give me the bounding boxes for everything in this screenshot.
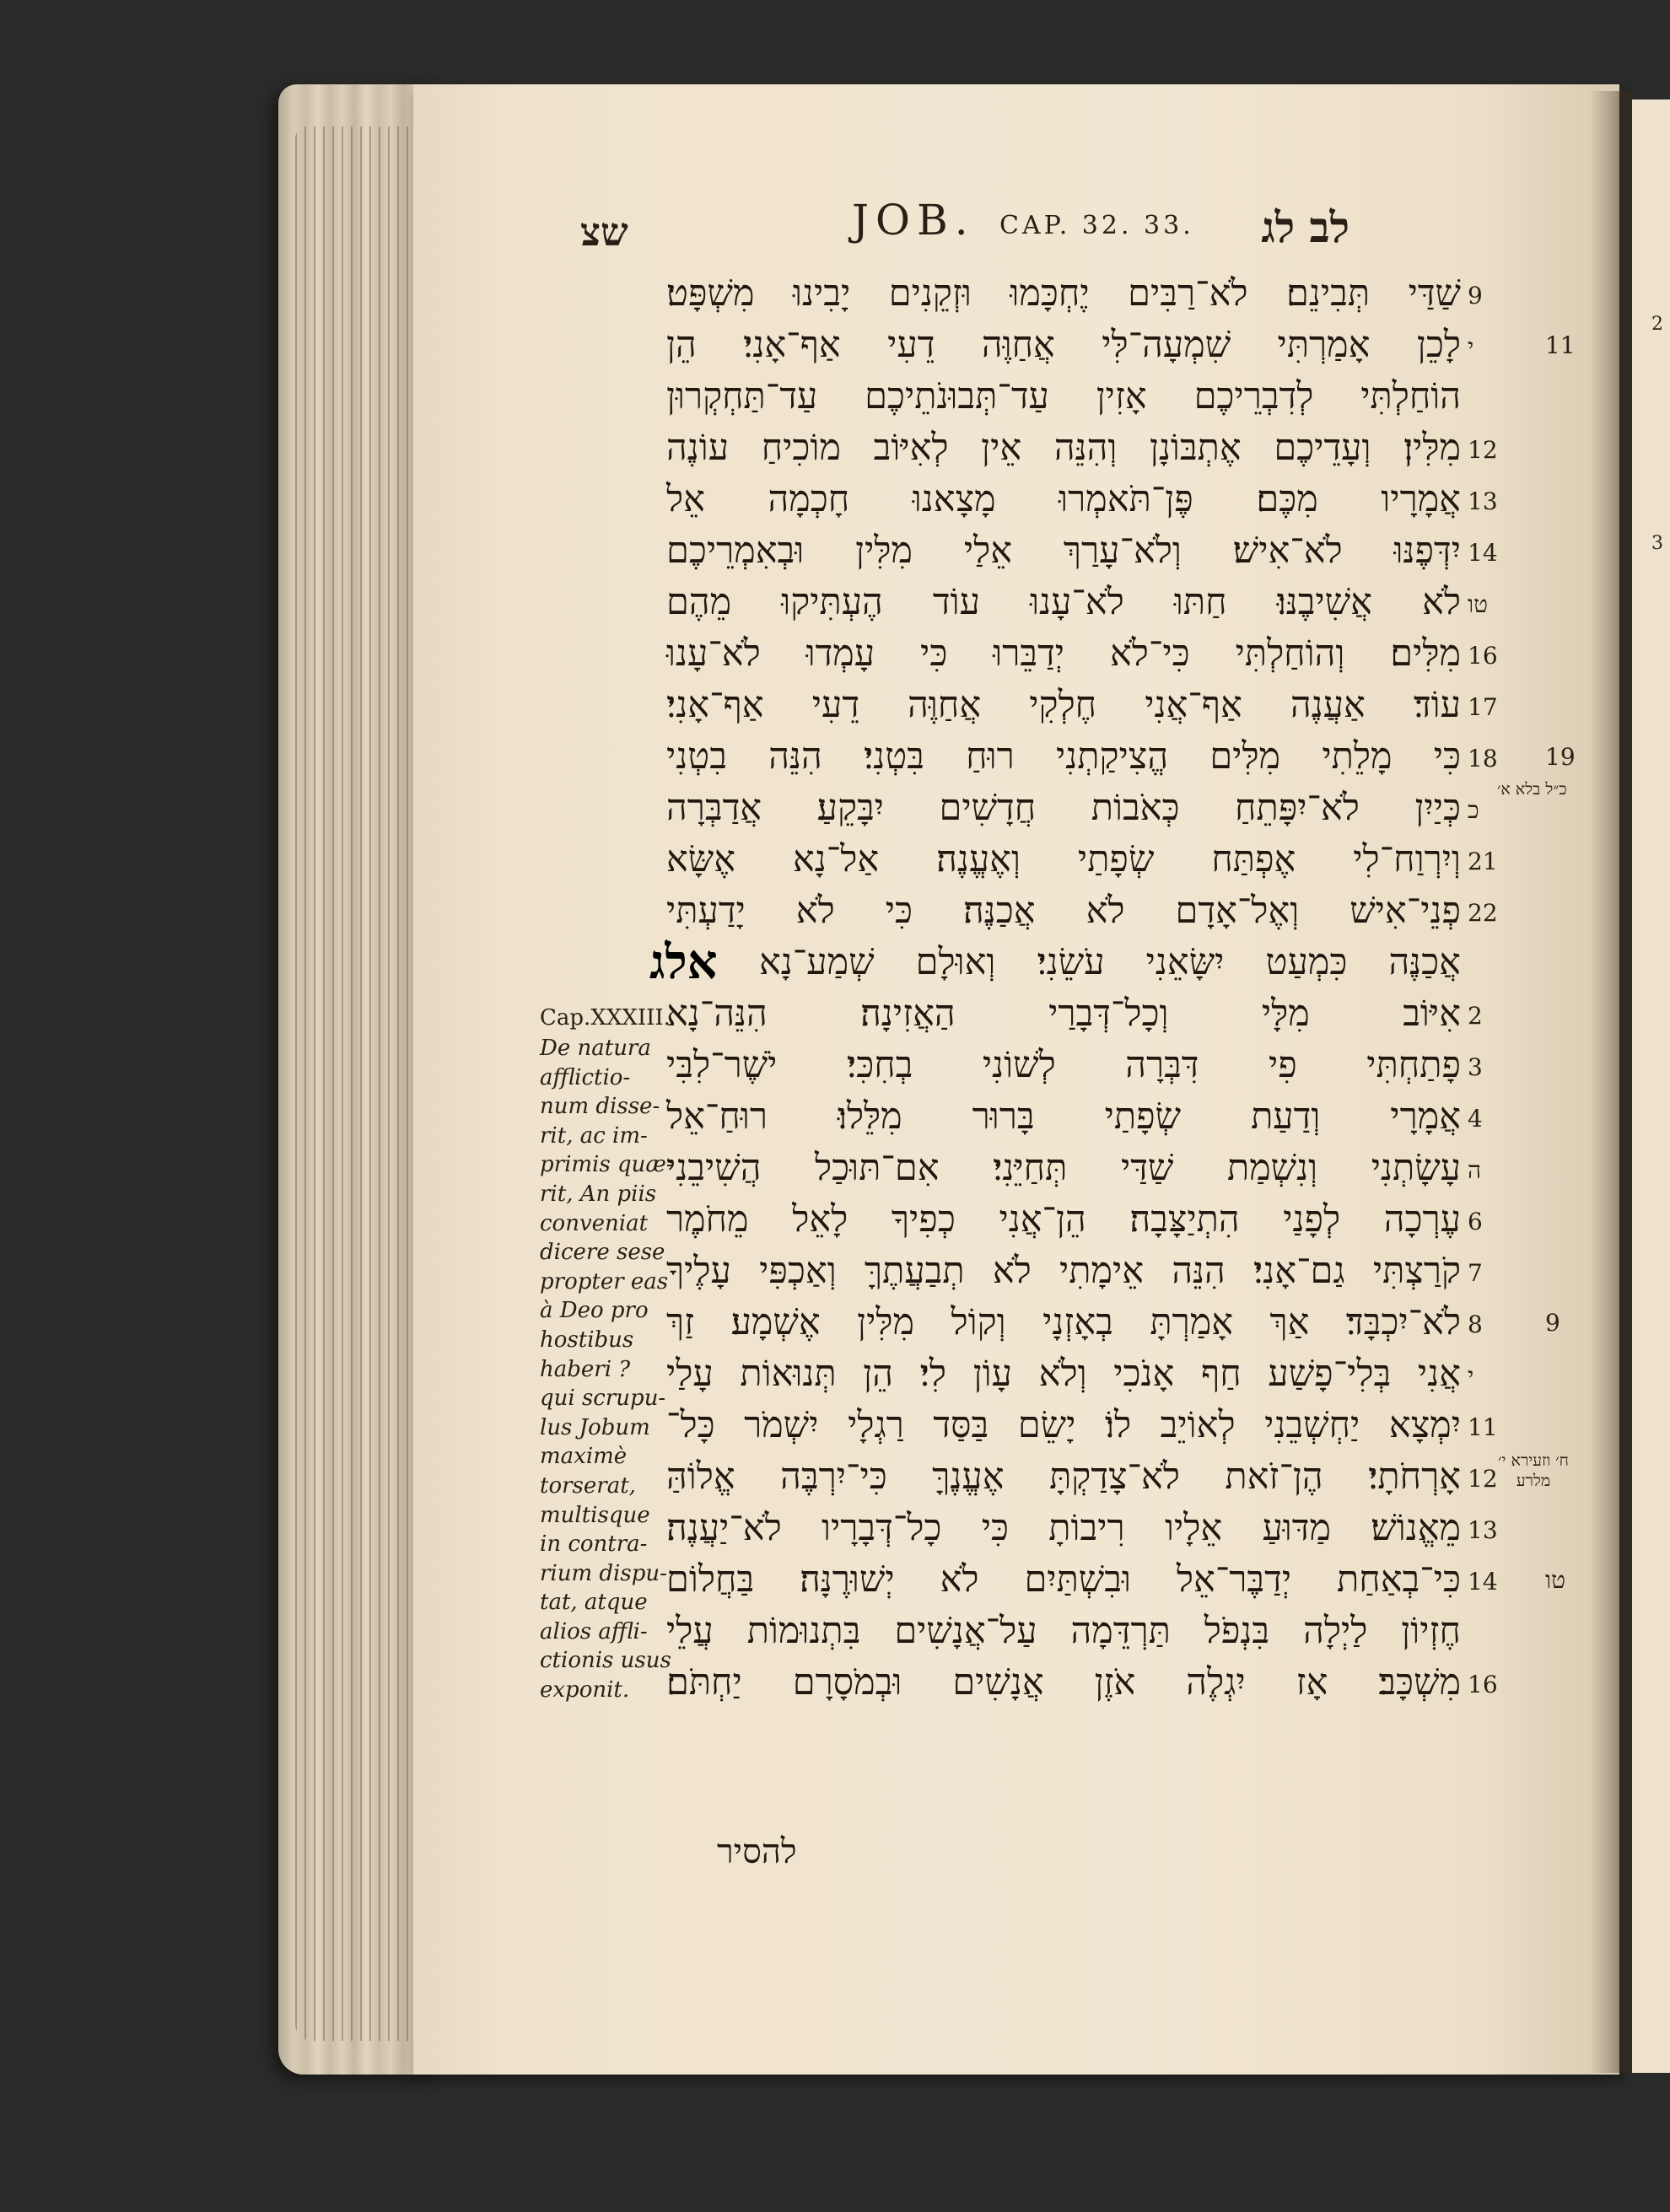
marginal-line: multisque	[540, 1502, 650, 1528]
marginal-line: maximè	[540, 1444, 628, 1470]
running-chapters-hebrew: לב לג	[1261, 202, 1349, 252]
hebrew-line-text: מִלִּים׃ וְהוֹחַלְתִּי כִּי־לֹא יְדַבֵּרוּ כִּי עָמְדוּ לֹא־עָנוּ	[666, 632, 1461, 675]
hebrew-line-text: אֲמָרָיו מִכֶּם׃ פֶּן־תֹּאמְרוּ מָצָאנוּ חָכְמָה אֵל	[666, 478, 1461, 520]
verse-number: 12	[1468, 436, 1498, 464]
book-gutter	[1590, 91, 1632, 2073]
marginal-line: rium dispu-	[540, 1560, 667, 1586]
hebrew-line-text: הוֹחַלְתִּי לְדִבְרֵיכֶם אָזִין עַד־תְּבוּנֹתֵיכֶם עַד־תַּחְקְרוּן	[666, 375, 1461, 417]
verse-number: 21	[1468, 848, 1498, 875]
verse-number: 8	[1468, 1311, 1483, 1338]
verse-number: 16	[1468, 642, 1498, 670]
verse-number: 2	[1468, 1002, 1483, 1030]
facing-page-mark: 3	[1651, 533, 1663, 554]
verse-number: 13	[1468, 1516, 1498, 1544]
text-line	[666, 1194, 1518, 1246]
chapter-initial: אלג	[649, 934, 718, 990]
hebrew-line-text: יִדְּפֶנּוּ לֹא־אִישׁ׃ וְלֹא־עָרַךְ אֵלַי מִלִּין וּבְאִמְרֵיכֶם	[666, 530, 1461, 572]
text-line	[666, 577, 1518, 628]
hebrew-line-text: עֶרְכָה לְפָנַי הִתְיַצָּבָה׃ הֵן־אֲנִי כְפִיךָ לָאֵל מֵחֹמֶר	[666, 1198, 1461, 1241]
marginal-line: num disse-	[540, 1094, 660, 1120]
verse-number: 6	[1468, 1208, 1483, 1235]
hebrew-line-text: כִּי מָלֵתִי מִלִּים הֱצִיקַתְנִי רוּחַ בִּטְנִי׃ הִנֵּה בִטְנִי	[666, 735, 1461, 778]
hebrew-line-text: קֹרַצְתִּי גַם־אָנִי׃ הִנֵּה אֵימָתִי לֹא תְבַעֲתֶךָּ וְאַכְפִּי עָלֶיךָ	[666, 1250, 1461, 1292]
verse-number: 18	[1468, 745, 1498, 772]
hebrew-line-text: לֹא אֲשִׁיבֶנּוּ׃ חַתּוּ לֹא־עָנוּ עוֹד הֶעְתִּיקוּ מֵהֶם	[666, 581, 1461, 623]
hebrew-line-text: אֲכַנֶּה כִּמְעַט יִשָּׂאֵנִי עֹשֵׂנִי׃ וְאוּלָם שְׁמַע־נָא	[759, 941, 1461, 983]
text-line	[666, 885, 1518, 937]
verse-number: ה	[1468, 1156, 1482, 1184]
verse-number: 11	[1468, 1413, 1498, 1441]
hebrew-line-text: עוֹד׃ אַעֲנֶה אַף־אֲנִי חֶלְקִי אֲחַוֶּה דֵעִי אַף־אָנִי׃	[666, 684, 1461, 726]
text-line	[666, 268, 1518, 320]
marginal-line: exponit.	[540, 1677, 630, 1703]
hebrew-line-text: אִיּוֹב מִלָּי וְכָל־דְּבָרַי הַאֲזִינָה׃ הִנֵּה־נָא	[666, 993, 1461, 1035]
verse-number: 7	[1468, 1259, 1483, 1287]
hebrew-line-text: אֲמָרָי וְדַעַת שְׂפָתַי בָּרוּר מִלֵּלוּ׃ רוּחַ־אֵל	[666, 1095, 1461, 1138]
text-line	[666, 1451, 1518, 1503]
outer-verse-number: 19	[1545, 743, 1576, 771]
hebrew-line-text: לֹא־יִכְבָּד׃ אַךְ אָמַרְתָּ בְאָזְנָי וְקוֹל מִלִּין אֶשְׁמָע׃ זַךְ	[666, 1301, 1461, 1343]
text-line	[666, 1040, 1518, 1091]
marginal-line: conveniat	[540, 1210, 649, 1236]
verse-number: 9	[1468, 282, 1483, 309]
text-line	[666, 1091, 1518, 1143]
text-line	[666, 422, 1518, 474]
verse-number: 22	[1468, 899, 1498, 927]
outer-verse-number: 11	[1545, 331, 1576, 359]
outer-verse-number: טו	[1545, 1566, 1566, 1594]
verse-number: 17	[1468, 693, 1498, 721]
facing-page-edge	[1632, 100, 1670, 2073]
verse-number: 13	[1468, 487, 1498, 515]
hebrew-line-text: עָשָׂתְנִי וְנִשְׁמַת שַׁדַּי תְּחַיֵּנִי׃ אִם־תּוּכַל הֲשִׁיבֵנִי	[666, 1147, 1461, 1189]
masoretic-note: כ״ל בלא א׳	[1497, 780, 1567, 799]
marginal-line: propter eas	[540, 1268, 669, 1294]
verse-number: 14	[1468, 539, 1498, 567]
text-line	[666, 1400, 1518, 1451]
marginal-line: De natura	[540, 1036, 651, 1061]
verse-number: 14	[1468, 1568, 1498, 1596]
text-line	[666, 680, 1518, 731]
text-line	[666, 1554, 1518, 1606]
page-edge-lines	[295, 126, 413, 2041]
marginal-line: afflictio-	[540, 1064, 631, 1090]
verse-number: 12	[1468, 1465, 1498, 1493]
text-line	[666, 783, 1518, 834]
hebrew-line-text: מִשְׁכָּב׃ אָז יִגְלֶה אֹזֶן אֲנָשִׁים וּבְמֹסָרָם יַחְתֹּם׃	[666, 1661, 1461, 1703]
text-line	[666, 988, 1518, 1040]
hebrew-line-text: פָתַחְתִּי פִי דִּבְּרָה לְשׁוֹנִי בְחִכִּי׃ יֹשֶׁר־לִבִּי	[666, 1044, 1461, 1086]
marginal-line: lus Jobum	[540, 1414, 650, 1440]
hebrew-line-text: חֶזְיוֹן לַיְלָה בִּנְפֹל תַּרְדֵּמָה עַל־אֲנָשִׁים בִּתְנוּמוֹת עֲלֵי	[666, 1610, 1461, 1652]
marginal-line: haberi ?	[540, 1356, 631, 1382]
marginal-line: in contra-	[540, 1531, 648, 1558]
verse-number: 3	[1468, 1053, 1483, 1081]
text-line	[666, 731, 1518, 783]
marginal-summary	[540, 1034, 679, 1705]
hebrew-line-text: יִמְצָא יַחְשְׁבֵנִי לְאוֹיֵב לוֹ׃ יָשֵׂם בַּסַּד רַגְלָי יִשְׁמֹר כָּל־	[666, 1404, 1461, 1446]
hebrew-line-text: מִלִּין׃ וְעָדֵיכֶם אֶתְבּוֹנָן וְהִנֵּה אֵין לְאִיּוֹב מוֹכִיחַ עוֹנֶה	[666, 427, 1461, 469]
hebrew-line-text: מֵאֱנוֹשׁ׃ מַדּוּעַ אֵלָיו רִיבוֹתָ כִּי כָל־דְּבָרָיו לֹא־יַעֲנֶה׃	[666, 1507, 1461, 1549]
verse-number: י	[1468, 1362, 1474, 1390]
text-line	[666, 834, 1518, 885]
text-line	[666, 628, 1518, 680]
running-chapters-latin: CAP. 32. 33.	[999, 211, 1194, 240]
masoretic-note-2: ח׳ וזעירא י׳ מלרע	[1498, 1451, 1569, 1490]
verse-number: 16	[1468, 1671, 1498, 1698]
marginal-line: primis quæ-	[540, 1152, 674, 1178]
marginal-line: à Deo pro	[540, 1298, 649, 1324]
text-line	[666, 1143, 1518, 1194]
text-line	[666, 371, 1518, 422]
hebrew-line-text: כִּי־בְאַחַת יְדַבֶּר־אֵל וּבִשְׁתַּיִם לֹא יְשׁוּרֶנָּה׃ בַּחֲלוֹם	[666, 1558, 1461, 1601]
text-line	[666, 1503, 1518, 1554]
marginal-line: ctionis usus	[540, 1648, 671, 1674]
text-line	[666, 1297, 1518, 1348]
marginal-line: hostibus	[540, 1327, 634, 1353]
running-title: JOB.	[852, 196, 975, 245]
facing-page-mark: 2	[1651, 314, 1663, 335]
text-line	[666, 525, 1518, 577]
text-line	[666, 1606, 1518, 1657]
marginal-line: torserat,	[540, 1472, 636, 1499]
text-line	[666, 1657, 1518, 1709]
marginal-line: alios affli-	[540, 1618, 648, 1644]
hebrew-line-text: לָכֵן אָמַרְתִּי שִׁמְעָה־לִּי אֲחַוֶּה דֵעִי אַף־אָנִי׃ הֵן	[666, 324, 1461, 366]
verse-number: י	[1468, 333, 1474, 361]
hebrew-line-text: כְּיַיִן לֹא־יִפָּתֵחַ כְּאֹבוֹת חֲדָשִׁים יִבָּקֵעַ׃ אֲדַבְּרָה	[666, 787, 1461, 829]
marginal-line: rit, An piis	[540, 1181, 657, 1207]
marginal-line: tat, atque	[540, 1590, 648, 1616]
hebrew-line-text: שַׁדַּי תְּבִינֵם׃ לֹא־רַבִּים יֶחְכָּמוּ וּזְקֵנִים יָבִינוּ מִשְׁפָּט׃	[666, 272, 1461, 315]
text-line	[666, 1348, 1518, 1400]
marginal-line: dicere sese	[540, 1240, 665, 1266]
folio-number: שצ	[580, 209, 628, 255]
hebrew-line-text: וְיִרְוַח־לִי אֶפְתַּח שְׂפָתַי וְאֶעֱנֶה׃ אַל־נָא אֶשָּׂא	[666, 838, 1461, 880]
marginal-line: qui scrupu-	[540, 1386, 666, 1412]
verse-number: טו	[1468, 590, 1489, 618]
hebrew-line-text: אָרְחֹתָי׃ הֶן־זֹאת לֹא־צָדַקְתָּ אֶעֱנֶךָּ כִּי־יִרְבֶּה אֱלוֹהַּ	[666, 1456, 1461, 1498]
marginal-line: rit, ac im-	[540, 1122, 648, 1149]
marginal-heading: Cap.XXXIII.	[540, 1005, 671, 1031]
verse-number: 4	[1468, 1105, 1483, 1133]
text-line	[649, 934, 1518, 990]
outer-verse-number: 9	[1545, 1309, 1560, 1337]
hebrew-line-text: פְנֵי־אִישׁ וְאֶל־אָדָם לֹא אֲכַנֶּה׃ כִּי לֹא יָדַעְתִּי	[666, 890, 1461, 932]
text-line	[666, 320, 1518, 371]
verse-number: כ	[1468, 796, 1479, 824]
text-line	[666, 1246, 1518, 1297]
text-line	[666, 474, 1518, 525]
hebrew-text-block	[649, 268, 1518, 1709]
catchword: להסיר	[717, 1833, 797, 1871]
hebrew-line-text: אֲנִי בְּלִי־פָשַׁע חַף אָנֹכִי וְלֹא עָוֹן לִי׃ הֵן תְּנוּאוֹת עָלַי	[666, 1353, 1461, 1395]
